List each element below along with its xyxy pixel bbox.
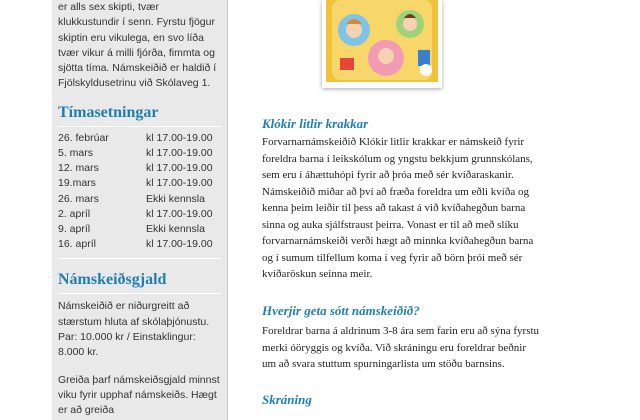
schedule-time: kl 17.00-19.00: [146, 131, 213, 144]
body-line: foreldra barna í leikskólum og yngstu bekkjum grunnskólans,: [262, 152, 533, 165]
schedule-row: [58, 222, 221, 237]
schedule-date: 12. mars: [58, 162, 99, 175]
schedule-time: kl 17.00-19.00: [146, 207, 213, 220]
section-heading-who: Hverjir geta sótt námskeiðið?: [262, 303, 420, 318]
schedule-row: [58, 192, 221, 207]
children-illustration-icon: [326, 0, 438, 82]
schedule-table: [58, 126, 221, 260]
schedule-date: 9. apríl: [58, 223, 91, 235]
body-line: Forvarnarnámskeiðið Klókir litlir krakkar er námskeið fyrir: [262, 136, 525, 148]
schedule-date: 19.mars: [58, 177, 96, 190]
schedule-date: 2. apríl: [58, 207, 91, 220]
schedule-time: kl 17.00-19.00: [146, 177, 213, 190]
body-line: Námskeiðið miðar að því að fræða foreldra um eðli kvíða og: [262, 185, 529, 198]
schedule-row: [58, 161, 221, 176]
section-who-body: [262, 323, 608, 373]
schedule-date: 26. febrúar: [58, 131, 109, 144]
schedule-time: Ekki kennsla: [146, 223, 205, 235]
intro-line: klukkustundir í senn. Fyrstu fjögur: [58, 16, 215, 29]
body-line: Foreldrar barna á aldrinum 3-8 ára sem farin eru að sýna fyrstu: [262, 325, 540, 337]
fee-section: [58, 293, 221, 418]
body-line: sinna og auka sjálfstraust þeirra. Vonast er til að með slíku: [262, 218, 519, 231]
schedule-date: 16. apríl: [58, 238, 96, 251]
schedule-heading: Tímasetningar: [58, 103, 159, 121]
payment-text: Greiða þarf námskeiðsgjald minnst viku fyrir upphaf námskeiðs. Hægt er að greiða: [58, 373, 220, 417]
intro-line: sjötta tíma. Námskeiðið er haldið í: [58, 62, 217, 75]
section-kloki-body: [262, 134, 608, 283]
body-line: merki óöryggis og kvíða. Við skráningu eru foreldrar beðnir: [262, 341, 526, 354]
fee-heading: Námskeiðsgjald: [58, 271, 167, 289]
schedule-time: kl 17.00-19.00: [146, 146, 213, 159]
main-column: [244, 0, 614, 420]
intro-line: tvær vikur á milli fjórða, fimmta og: [58, 46, 215, 59]
body-line: sem eru í áhættuhópi fyrir að þróa með sér kvíðaraskanir.: [262, 169, 514, 181]
body-line: forvarnarnámskeiði verði hægt að minnka kvíðahegðun barna: [262, 235, 534, 247]
sidebar-panel: [52, 0, 228, 420]
fee-text: Námskeiðið er niðurgreitt að stærstum hluta af skólaþjónustu. Par: 10.000 kr / Einstaklingur: 8.000 kr.: [58, 300, 210, 359]
schedule-row: [58, 176, 221, 191]
intro-line: er alls sex skipti, tvær: [58, 1, 159, 13]
schedule-row: [58, 207, 221, 222]
body-line: um að svara stuttum spurningarlista um stöðu barnsins.: [262, 358, 505, 370]
sidebar-intro: [58, 0, 221, 92]
body-line: og í sumum tilfellum koma í veg fyrir að börn þrói með sér: [262, 251, 523, 264]
schedule-date: 5. mars: [58, 146, 94, 159]
intro-line: Fjölskyldusetrinu við Skólaveg 1.: [58, 77, 211, 90]
cover-illustration: [322, 0, 442, 88]
schedule-row: [58, 237, 221, 252]
schedule-date: 26. mars: [58, 192, 99, 205]
section-heading-kloki: Klókir litlir krakkar: [262, 116, 369, 131]
intro-line: skiptin eru vikulega, en svo líða: [58, 31, 204, 44]
schedule-time: kl 17.00-19.00: [146, 238, 213, 251]
body-line: kvíðaröskun seinna meir.: [262, 268, 373, 280]
schedule-row: [58, 146, 221, 161]
schedule-time: kl 17.00-19.00: [146, 162, 213, 175]
schedule-time: Ekki kennsla: [146, 192, 205, 205]
body-line: kenna þeim leiðir til þess að takast á við kvíðahegðun barna: [262, 202, 526, 214]
section-heading-registration: Skráning: [262, 392, 312, 407]
schedule-row: [58, 131, 221, 146]
